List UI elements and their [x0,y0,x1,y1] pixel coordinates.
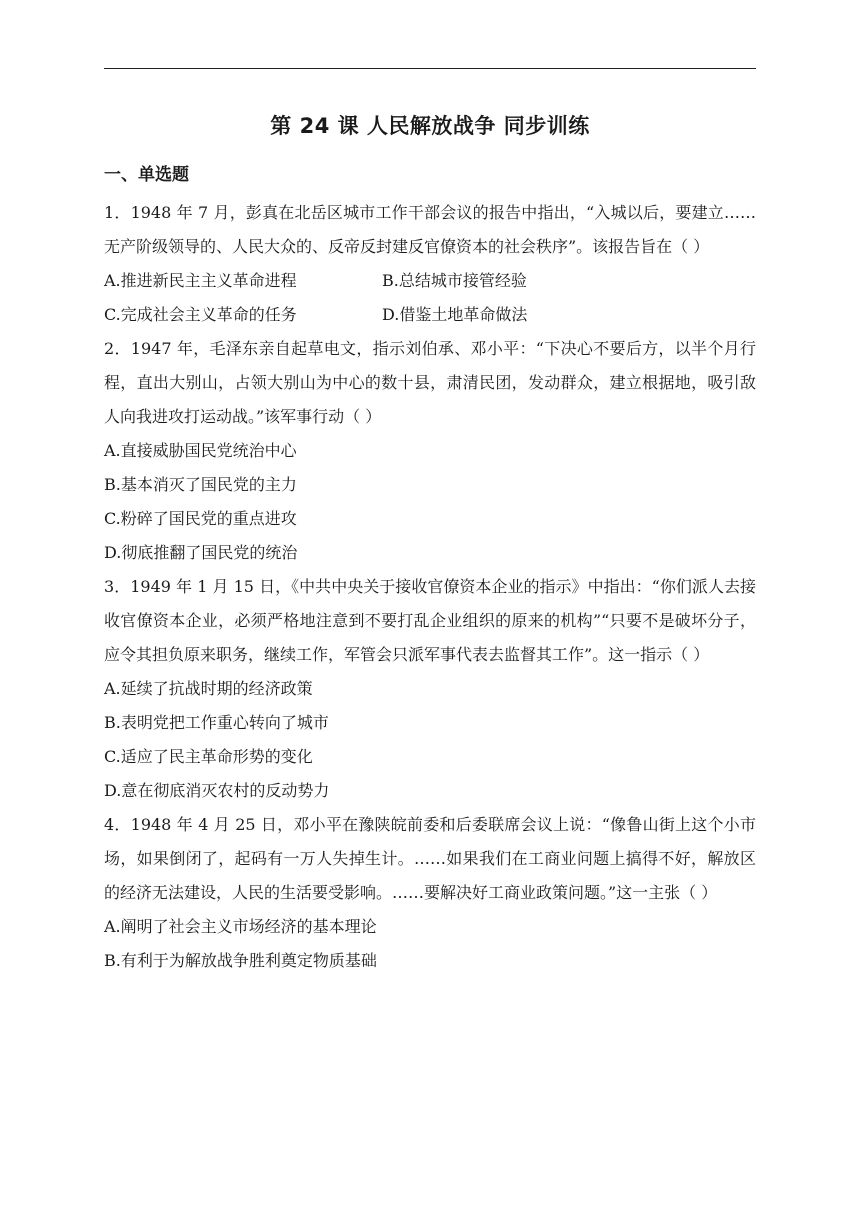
question-4-stem: 4．1948 年 4 月 25 日，邓小平在豫陕皖前委和后委联席会议上说：“像鲁山街上这个小市场，如果倒闭了，起码有一万人失掉生计。……如果我们在工商业问题上搞得不好，解放区的经济无法建设，人民的生活要受影响。……要解决好工商业政策问题。”这一主张（ ） [104,815,756,902]
question-2-option-c: C.粉碎了国民党的重点进攻 [104,509,297,528]
question-list [104,196,756,978]
question-4-option-b: B.有利于为解放战争胜利奠定物质基础 [104,951,377,970]
question-1-options-row-2 [104,298,756,332]
question-1-options-row-1 [104,264,756,298]
question-2-option-d: D.彻底推翻了国民党的统治 [104,543,298,562]
section-heading: 一、单选题 [104,165,189,185]
question-1-option-c: C.完成社会主义革命的任务 [104,305,297,324]
question-3-option-d: D.意在彻底消灭农村的反动势力 [104,781,330,800]
question-3-option-a: A.延续了抗战时期的经济政策 [104,679,313,698]
question-3-option-c: C.适应了民主革命形势的变化 [104,747,313,766]
question-2-stem: 2．1947 年，毛泽东亲自起草电文，指示刘伯承、邓小平：“下决心不要后方，以半个月行程，直出大别山，占领大别山为中心的数十县，肃清民团，发动群众，建立根据地，吸引敌人向我进攻打运动战。”该军事行动（ ） [104,339,756,426]
header-rule [104,68,756,69]
question-1-option-b: B.总结城市接管经验 [382,271,527,290]
question-2-option-b: B.基本消灭了国民党的主力 [104,475,297,494]
question-1-option-d: D.借鉴土地革命做法 [382,305,528,324]
question-4-option-a: A.阐明了社会主义市场经济的基本理论 [104,917,377,936]
question-3-stem: 3．1949 年 1 月 15 日，《中共中央关于接收官僚资本企业的指示》中指出：“你们派人去接收官僚资本企业，必须严格地注意到不要打乱企业组织的原来的机构”“只要不是破坏分子，应令其担负原来职务，继续工作，军管会只派军事代表去监督其工作”。这一指示（ ） [104,577,756,664]
question-1-stem: 1．1948 年 7 月，彭真在北岳区城市工作干部会议的报告中指出，“入城以后，要建立……无产阶级领导的、人民大众的、反帝反封建反官僚资本的社会秩序”。该报告旨在（ ） [104,203,756,256]
question-1-option-a: A.推进新民主主义革命进程 [104,271,297,290]
question-3-option-b: B.表明党把工作重心转向了城市 [104,713,329,732]
question-2-option-a: A.直接威胁国民党统治中心 [104,441,297,460]
document-title: 第 24 课 人民解放战争 同步训练 [270,114,590,138]
